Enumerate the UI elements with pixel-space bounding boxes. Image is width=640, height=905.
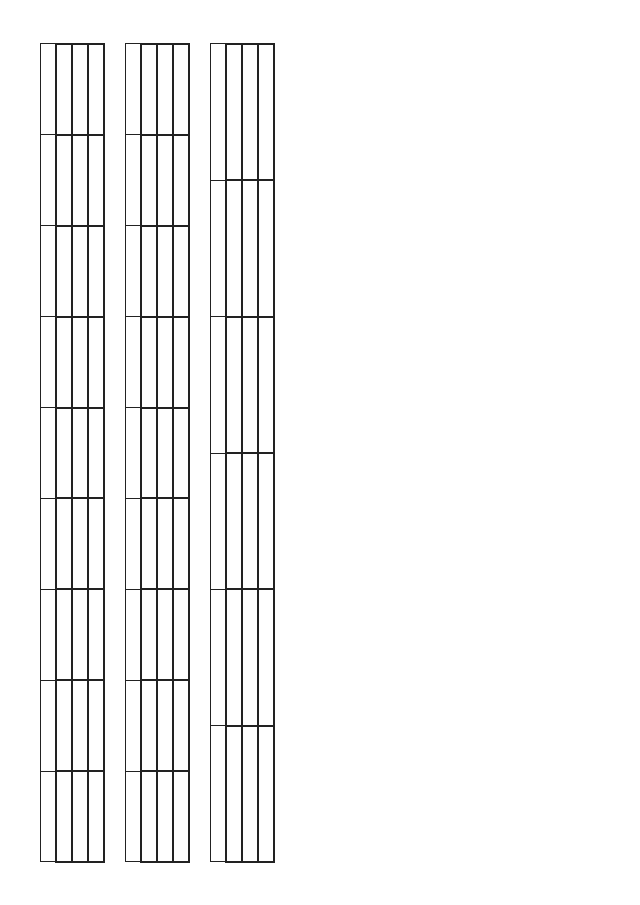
table-cell — [173, 316, 189, 407]
column-header — [126, 498, 142, 589]
form-section — [115, 43, 190, 863]
table-cell — [157, 135, 173, 226]
column-header — [126, 135, 142, 226]
table-row — [226, 44, 242, 862]
table-cell — [88, 771, 104, 862]
table-cell — [173, 225, 189, 316]
table-cell — [141, 407, 157, 498]
column-header — [211, 589, 227, 725]
table-cell — [242, 316, 258, 452]
table-cell — [72, 498, 88, 589]
table-cell — [56, 225, 72, 316]
table-cell — [173, 407, 189, 498]
table-cell — [173, 44, 189, 135]
table-cell — [157, 44, 173, 135]
table-cell — [141, 771, 157, 862]
table-cell — [226, 453, 242, 589]
form-sections — [30, 23, 275, 883]
table-cell — [141, 680, 157, 771]
table-cell — [88, 680, 104, 771]
table-cell — [141, 498, 157, 589]
table-row — [157, 44, 173, 862]
table-row — [141, 44, 157, 862]
table-cell — [173, 498, 189, 589]
column-header — [41, 44, 57, 135]
table-cell — [242, 725, 258, 861]
table-cell — [226, 180, 242, 316]
table-cell — [88, 498, 104, 589]
table-cell — [258, 180, 274, 316]
section-title — [30, 43, 40, 863]
table-cell — [72, 407, 88, 498]
column-header — [41, 316, 57, 407]
table-cell — [141, 589, 157, 680]
table-cell — [141, 135, 157, 226]
table-cell — [258, 725, 274, 861]
table-cell — [72, 135, 88, 226]
column-header — [41, 589, 57, 680]
column-header — [211, 725, 227, 861]
table-cell — [173, 771, 189, 862]
table-cell — [242, 44, 258, 180]
table-cell — [72, 771, 88, 862]
table-cell — [258, 589, 274, 725]
table-cell — [157, 680, 173, 771]
section-title — [200, 43, 210, 863]
column-header — [126, 589, 142, 680]
table-cell — [242, 180, 258, 316]
rotated-content — [20, 23, 620, 883]
table-cell — [258, 453, 274, 589]
table-cell — [173, 680, 189, 771]
column-header — [41, 225, 57, 316]
table-cell — [173, 589, 189, 680]
form-table — [40, 43, 105, 863]
table-cell — [88, 135, 104, 226]
form-table — [125, 43, 190, 863]
table-cell — [141, 44, 157, 135]
table-cell — [72, 589, 88, 680]
section-title — [115, 43, 125, 863]
column-header — [211, 453, 227, 589]
table-cell — [157, 498, 173, 589]
table-cell — [56, 680, 72, 771]
table-cell — [88, 316, 104, 407]
table-cell — [226, 44, 242, 180]
form-table — [210, 43, 275, 863]
table-cell — [72, 680, 88, 771]
table-row — [173, 44, 189, 862]
table-cell — [72, 225, 88, 316]
table-cell — [157, 771, 173, 862]
column-header — [41, 680, 57, 771]
table-cell — [56, 771, 72, 862]
table-cell — [88, 44, 104, 135]
column-header — [126, 771, 142, 862]
table-cell — [258, 316, 274, 452]
table-row — [258, 44, 274, 862]
column-header — [211, 316, 227, 452]
table-cell — [157, 407, 173, 498]
table-cell — [226, 725, 242, 861]
table-cell — [56, 135, 72, 226]
column-header — [211, 44, 227, 180]
table-cell — [226, 316, 242, 452]
table-cell — [242, 453, 258, 589]
column-header — [211, 180, 227, 316]
column-header — [126, 225, 142, 316]
column-header — [126, 680, 142, 771]
table-row — [56, 44, 72, 862]
table-row — [88, 44, 104, 862]
table-row — [72, 44, 88, 862]
table-cell — [88, 589, 104, 680]
table-cell — [173, 135, 189, 226]
table-cell — [226, 589, 242, 725]
table-cell — [72, 316, 88, 407]
table-cell — [88, 407, 104, 498]
table-cell — [157, 225, 173, 316]
column-header — [126, 407, 142, 498]
table-cell — [56, 589, 72, 680]
column-header — [41, 135, 57, 226]
table-cell — [258, 44, 274, 180]
table-cell — [72, 44, 88, 135]
form-section — [30, 43, 105, 863]
table-cell — [242, 589, 258, 725]
table-cell — [56, 44, 72, 135]
column-header — [41, 407, 57, 498]
table-cell — [141, 225, 157, 316]
table-cell — [88, 225, 104, 316]
table-cell — [141, 316, 157, 407]
column-header — [41, 498, 57, 589]
column-header — [41, 771, 57, 862]
table-cell — [56, 498, 72, 589]
column-header — [126, 44, 142, 135]
table-cell — [157, 316, 173, 407]
table-row — [242, 44, 258, 862]
table-cell — [157, 589, 173, 680]
table-cell — [56, 407, 72, 498]
form-section — [200, 43, 275, 863]
table-cell — [56, 316, 72, 407]
column-header — [126, 316, 142, 407]
